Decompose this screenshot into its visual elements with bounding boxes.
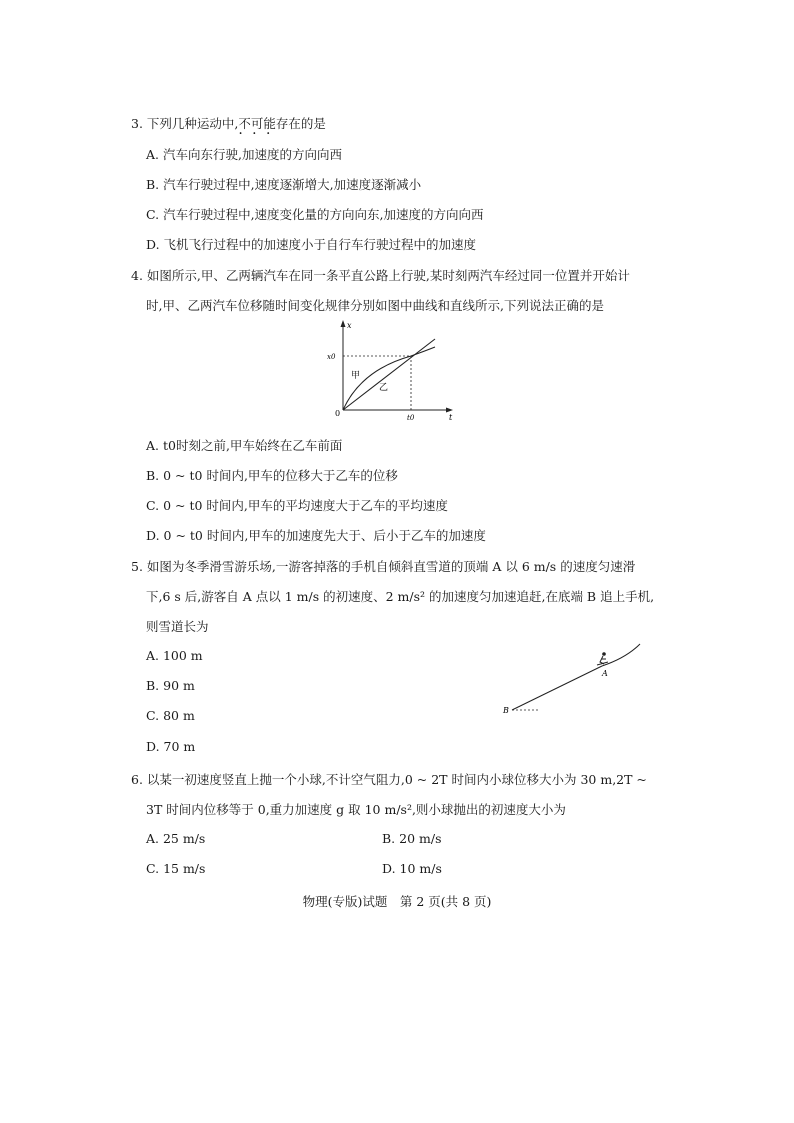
q3-emphasis-text: 不可能 · · (238, 116, 276, 131)
q4-option-b: B. 0 ~ t0 时间内,甲车的位移大于乙车的位移 (146, 468, 398, 483)
question-5-line3: 则雪道长为 (146, 619, 209, 634)
q4-position-time-graph (325, 318, 455, 428)
q5-label-a: A (602, 669, 608, 678)
question-6-line2: 3T 时间内位移等于 0,重力加速度 g 取 10 m/s²,则小球抛出的初速度大小为 (146, 802, 566, 817)
question-5-line2: 下,6 s 后,游客自 A 点以 1 m/s 的初速度、2 m/s² 的加速度匀加速追赶,在底端 B 追上手机, (146, 589, 655, 604)
q5-slope-line (512, 666, 602, 710)
q3-option-d: D. 飞机飞行过程中的加速度小于自行车行驶过程中的加速度 (146, 237, 477, 252)
q3-option-c: C. 汽车行驶过程中,速度变化量的方向向东,加速度的方向向西 (146, 207, 484, 222)
q6-option-c: C. 15 m/s (146, 861, 206, 876)
q5-option-a: A. 100 m (146, 648, 203, 663)
question-4-line2: 时,甲、乙两汽车位移随时间变化规律分别如图中曲线和直线所示,下列说法正确的是 (146, 298, 604, 313)
q4-x-axis-arrow (446, 408, 453, 413)
question-3-stem (131, 114, 326, 132)
q3-option-b: B. 汽车行驶过程中,速度逐渐增大,加速度逐渐减小 (146, 177, 422, 192)
q4-axis-label-x: x (347, 321, 352, 330)
q4-t0-label: t0 (407, 414, 415, 422)
q3-stem-part2: 存在的是 (275, 116, 326, 131)
q4-label-yi: 乙 (379, 383, 389, 393)
q6-option-b: B. 20 m/s (382, 831, 442, 846)
question-4-line1: 4. 如图所示,甲、乙两辆汽车在同一条平直公路上行驶,某时刻两汽车经过同一位置并开始计 (131, 268, 630, 283)
q4-x0-label: x0 (327, 353, 336, 361)
question-5-line1: 5. 如图为冬季滑雪游乐场,一游客掉落的手机自倾斜直雪道的顶端 A 以 6 m/s 的速度匀速滑 (131, 559, 636, 574)
q4-option-d: D. 0 ~ t0 时间内,甲车的加速度先大于、后小于乙车的加速度 (146, 528, 486, 543)
q5-ski-slope-diagram (498, 640, 648, 720)
q5-option-c: C. 80 m (146, 708, 195, 723)
q4-origin-label: 0 (335, 409, 341, 418)
q4-axis-label-t: t (449, 413, 453, 422)
q6-option-a: A. 25 m/s (146, 831, 206, 846)
page-footer: 物理(专版)试题 第 2 页(共 8 页) (302, 894, 492, 909)
q4-option-a: A. t0时刻之前,甲车始终在乙车前面 (146, 438, 343, 453)
q5-slope-top-curve (602, 644, 640, 666)
question-6-line1: 6. 以某一初速度竖直上抛一个小球,不计空气阻力,0 ~ 2T 时间内小球位移大小为 30 m,2T ~ (131, 772, 647, 787)
q4-option-c: C. 0 ~ t0 时间内,甲车的平均速度大于乙车的平均速度 (146, 498, 448, 513)
q4-y-axis-arrow (341, 320, 346, 327)
q5-label-b: B (503, 706, 509, 715)
q5-option-d: D. 70 m (146, 739, 196, 754)
q5-skier-figure (597, 652, 608, 665)
q3-stem-part1: 3. 下列几种运动中, (131, 116, 239, 131)
q5-option-b: B. 90 m (146, 678, 195, 693)
q6-option-d: D. 10 m/s (382, 861, 442, 876)
q4-label-jia: 甲 (351, 371, 361, 381)
q3-option-a: A. 汽车向东行驶,加速度的方向向西 (146, 147, 342, 162)
